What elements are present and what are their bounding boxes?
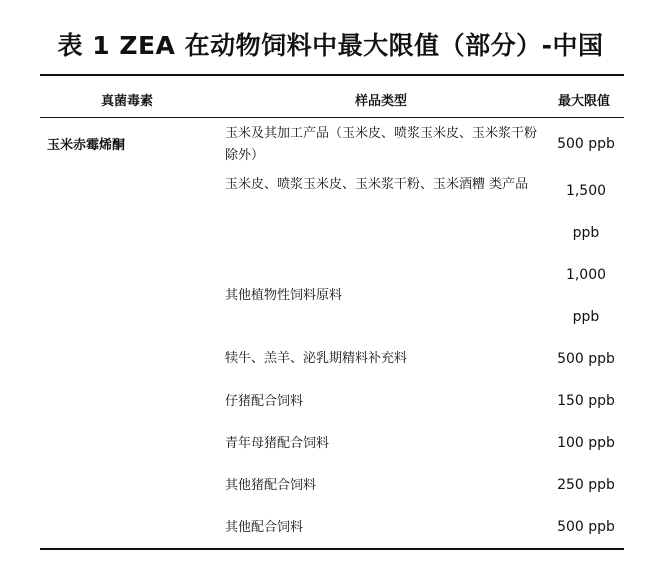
row-1-sample-type: 玉米及其加工产品（玉米皮、喷浆玉米皮、玉米浆干粉除外） xyxy=(225,126,538,163)
row-8-sample-type: 其他配合饲料 xyxy=(225,520,304,535)
row-5-sample-type: 仔猪配合饲料 xyxy=(225,394,304,409)
row-8-limit: 500 ppb xyxy=(557,519,615,535)
toxin-name: 玉米赤霉烯酮 xyxy=(47,138,126,153)
row-6-limit: 100 ppb xyxy=(557,435,615,451)
header-sample-type: 样品类型 xyxy=(355,94,408,109)
row-1-limit: 500 ppb xyxy=(557,136,615,152)
row-7-sample-type: 其他猪配合饲料 xyxy=(225,478,317,493)
row-2-limit-value: 1,500 xyxy=(565,183,607,199)
row-5-limit: 150 ppb xyxy=(557,393,615,409)
row-3-limit-unit: ppb xyxy=(572,309,600,325)
header-divider-rule xyxy=(40,117,624,118)
row-7-limit: 250 ppb xyxy=(557,477,615,493)
table-title: 表 1 ZEA 在动物饲料中最大限值（部分）-中国 xyxy=(57,31,604,60)
header-max-limit: 最大限值 xyxy=(558,94,611,109)
row-3-limit-value: 1,000 xyxy=(565,267,607,283)
row-4-limit: 500 ppb xyxy=(557,351,615,367)
row-4-sample-type: 犊牛、羔羊、泌乳期精料补充料 xyxy=(225,351,408,366)
row-2-sample-type: 玉米皮、喷浆玉米皮、玉米浆干粉、玉米酒糟 类产品 xyxy=(225,177,529,192)
row-3-sample-type: 其他植物性饲料原料 xyxy=(225,288,343,303)
row-2-limit-unit: ppb xyxy=(572,225,600,241)
row-6-sample-type: 青年母猪配合饲料 xyxy=(225,436,330,451)
table-bottom-rule xyxy=(40,548,624,550)
table-top-rule xyxy=(40,74,624,76)
header-toxin: 真菌毒素 xyxy=(101,94,154,109)
